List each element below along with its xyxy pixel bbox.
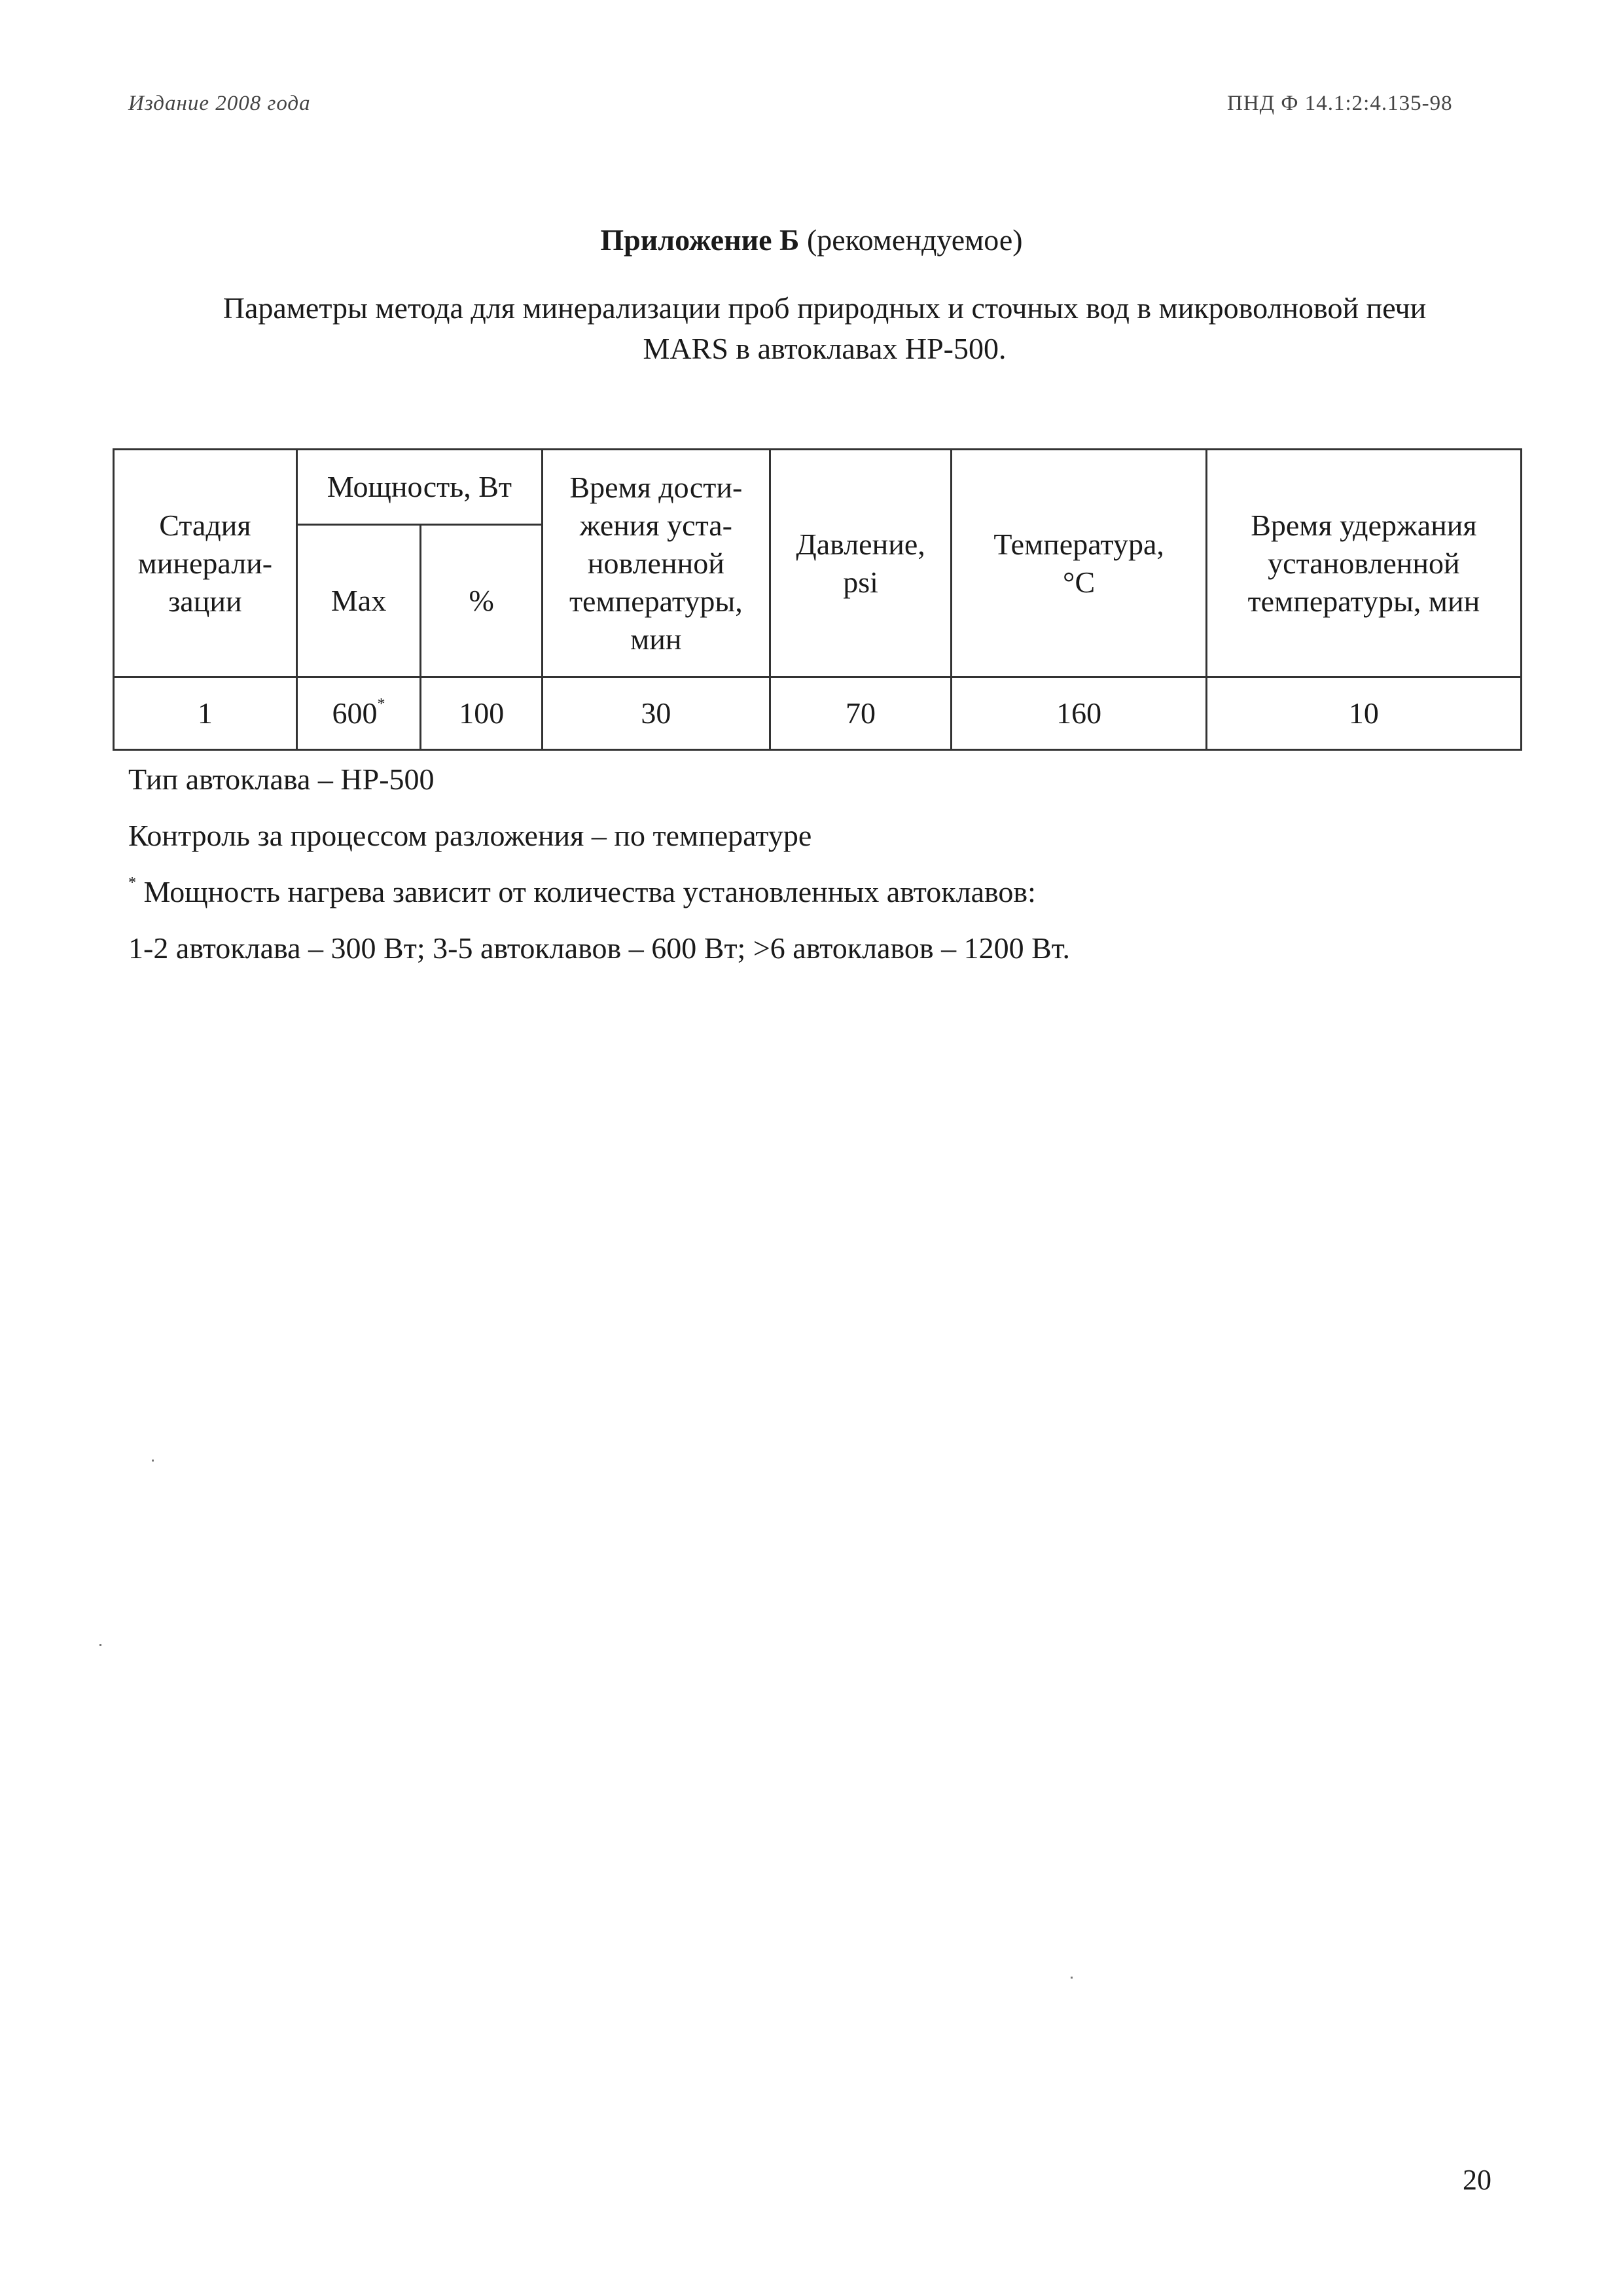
appendix-status: (рекомендуемое) bbox=[799, 223, 1023, 257]
max-header: Max bbox=[296, 525, 421, 677]
hold-time-cell: 10 bbox=[1206, 677, 1521, 750]
hold-time-header: Время удержания установленной температуры, мин bbox=[1206, 450, 1521, 677]
table-header-row-1 bbox=[114, 450, 1522, 525]
appendix-label: Приложение Б bbox=[600, 223, 800, 257]
power-header: Мощность, Вт bbox=[296, 450, 542, 525]
caption-line-2: MARS в автоклавах HP-500. bbox=[643, 332, 1007, 365]
pressure-cell: 70 bbox=[770, 677, 952, 750]
document-code: ПНД Ф 14.1:2:4.135-98 bbox=[1227, 92, 1453, 115]
parameters-table bbox=[113, 448, 1522, 751]
notes bbox=[128, 761, 1070, 986]
percent-header: % bbox=[421, 525, 543, 677]
max-power-cell: 600* bbox=[296, 677, 421, 750]
stage-cell: 1 bbox=[114, 677, 297, 750]
power-values-note: 1-2 автоклава – 300 Вт; 3-5 автоклавов – 600 Вт; >6 автоклавов – 1200 Вт. bbox=[128, 931, 1070, 965]
stage-header: Стадия минерали- зации bbox=[114, 450, 297, 677]
control-note: Контроль за процессом разложения – по температуре bbox=[128, 819, 812, 852]
time-reach-cell: 30 bbox=[543, 677, 770, 750]
footnote: * Мощность нагрева зависит от количества установленных автоклавов: bbox=[128, 874, 1036, 908]
page-number: 20 bbox=[1463, 2164, 1491, 2196]
scan-speck bbox=[1071, 1977, 1073, 1979]
percent-cell: 100 bbox=[421, 677, 543, 750]
time-reach-header: Время дости- жения уста- новленной температуры, мин bbox=[543, 450, 770, 677]
temperature-header: Температура, °С bbox=[952, 450, 1206, 677]
table-caption bbox=[151, 288, 1499, 369]
footnote-asterisk: * bbox=[128, 874, 136, 891]
appendix-title bbox=[0, 223, 1623, 257]
caption-line-1: Параметры метода для минерализации проб природных и сточных вод в микроволновой печи bbox=[223, 291, 1427, 325]
scan-speck bbox=[152, 1460, 154, 1462]
pressure-header: Давление, psi bbox=[770, 450, 952, 677]
temperature-cell: 160 bbox=[952, 677, 1206, 750]
scan-speck bbox=[99, 1644, 101, 1646]
footnote-mark: * bbox=[377, 696, 385, 713]
table-row bbox=[114, 677, 1522, 750]
autoclave-type-note: Тип автоклава – HP-500 bbox=[128, 762, 435, 796]
edition-label: Издание 2008 года bbox=[128, 92, 311, 115]
